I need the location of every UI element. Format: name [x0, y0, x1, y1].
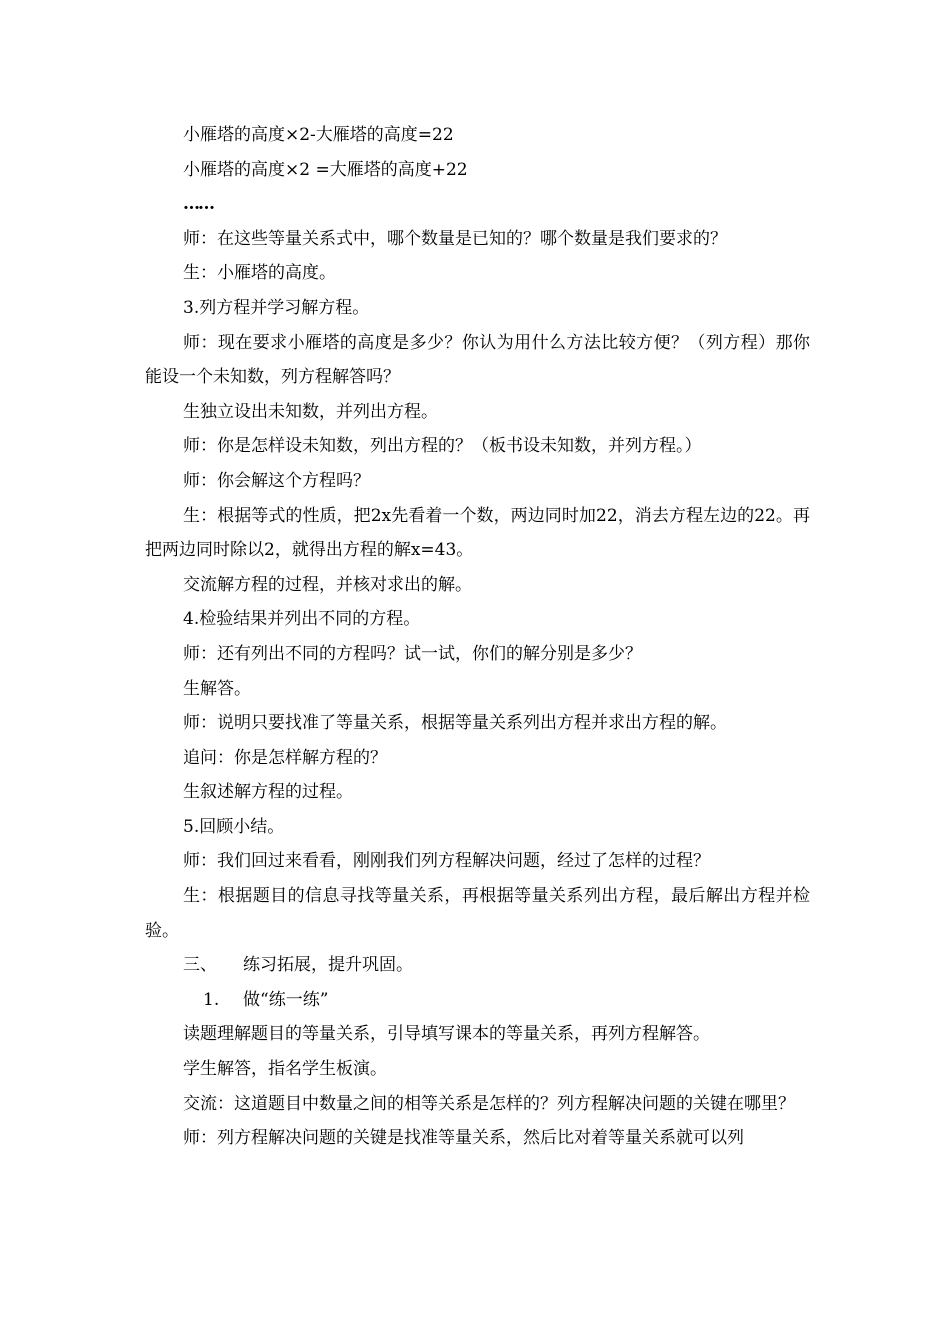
teacher-question-method: 师：现在要求小雁塔的高度是多少？你认为用什么方法比较方便？（列方程）那你能设一个未知数，列方程解答吗？	[145, 332, 810, 388]
teacher-question-solve: 师：你会解这个方程吗？	[183, 470, 370, 491]
teacher-review-question: 师：我们回过来看看，刚刚我们列方程解决问题，经过了怎样的过程？	[183, 851, 710, 872]
student-review-answer: 生：根据题目的信息寻找等量关系，再根据等量关系列出方程，最后解出方程并检验。	[145, 886, 810, 941]
step-heading-5: 5.回顾小结。	[183, 816, 285, 837]
document-body	[145, 118, 810, 1156]
equation-line-1: 小雁塔的高度×2-大雁塔的高度=22	[183, 125, 454, 145]
section-title: 练习拓展，提升巩固。	[243, 955, 413, 976]
student-solving-explanation: 生：根据等式的性质，把2x先看着一个数，两边同时加22，消去方程左边的22。再把两边同时除以2，就得出方程的解x=43。	[145, 505, 810, 561]
subsection-heading-one	[145, 983, 810, 1018]
student-answer-height: 生：小雁塔的高度。	[183, 263, 336, 284]
subsection-number: 1.	[203, 989, 220, 1010]
follow-up-question: 追问：你是怎样解方程的？	[183, 747, 387, 768]
section-heading-three	[145, 948, 810, 983]
exchange-question-key: 交流：这道题目中数量之间的相等关系是怎样的？列方程解决问题的关键在哪里？	[183, 1093, 795, 1114]
exchange-solution-process: 交流解方程的过程，并核对求出的解。	[183, 574, 472, 595]
student-describes-process: 生叙述解方程的过程。	[183, 782, 353, 803]
teacher-key-point: 师：列方程解决问题的关键是找准等量关系，然后比对着等量关系就可以列	[183, 1128, 744, 1149]
teacher-question-how-set: 师：你是怎样设未知数，列出方程的？（板书设未知数，并列方程。）	[183, 436, 702, 457]
teacher-explanation: 师：说明只要找准了等量关系，根据等量关系列出方程并求出方程的解。	[183, 713, 727, 734]
read-problem-instruction: 读题理解题目的等量关系，引导填写课本的等量关系，再列方程解答。	[183, 1024, 710, 1045]
equation-line-2: 小雁塔的高度×2 =大雁塔的高度+22	[183, 159, 468, 180]
student-answers: 生解答。	[183, 678, 251, 699]
section-number: 三、	[183, 955, 217, 976]
student-board-demo: 学生解答，指名学生板演。	[183, 1059, 387, 1080]
student-set-unknown: 生独立设出未知数，并列出方程。	[183, 401, 438, 422]
teacher-question-different-equations: 师：还有列出不同的方程吗？试一试，你们的解分别是多少？	[183, 643, 642, 664]
teacher-question-known-quantity: 师：在这些等量关系式中，哪个数量是已知的？哪个数量是我们要求的？	[183, 228, 727, 249]
ellipsis-line: ……	[183, 194, 213, 215]
subsection-title: 做“练一练”	[243, 989, 329, 1010]
step-heading-4: 4.检验结果并列出不同的方程。	[183, 609, 421, 630]
step-heading-3: 3.列方程并学习解方程。	[183, 297, 370, 318]
